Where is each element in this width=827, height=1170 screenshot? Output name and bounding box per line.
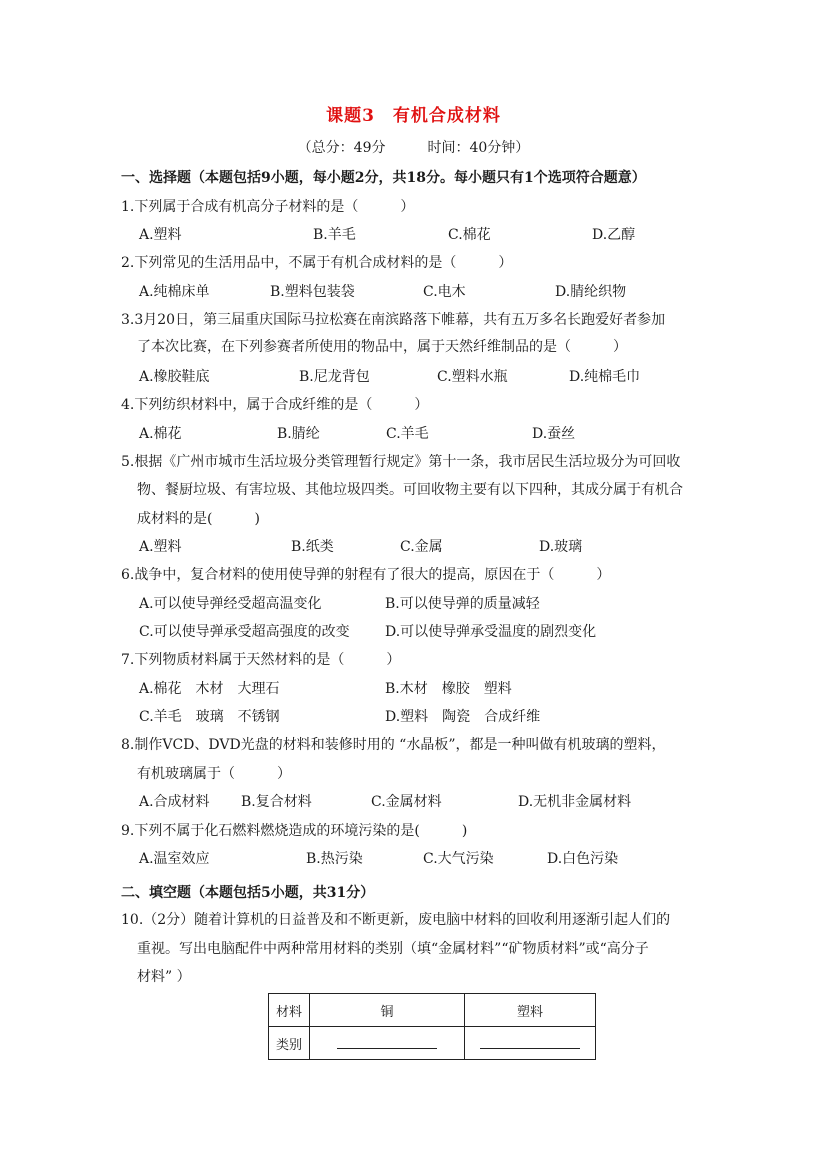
option: C.电木: [423, 284, 466, 300]
question-10-stem-cont: 重视。写出电脑配件中两种常用材料的类别（填“金属材料”“矿物质材料”或“高分子: [137, 941, 649, 957]
table-header-cell: 类别: [269, 1027, 310, 1060]
option: D.蚕丝: [532, 426, 576, 442]
question-6-stem: 6.战争中，复合材料的使用使导弹的射程有了很大的提高，原因在于（ ）: [121, 567, 611, 583]
option: C.棉花: [448, 227, 491, 243]
option: D.塑料 陶瓷 合成纤维: [385, 709, 541, 725]
option: D.纯棉毛巾: [569, 369, 641, 385]
option: C.羊毛 玻璃 不锈钢: [139, 709, 280, 725]
option: B.可以使导弹的质量减轻: [385, 596, 540, 612]
option: B.塑料包装袋: [270, 284, 355, 300]
table-cell: 铜: [310, 994, 465, 1027]
option: D.无机非金属材料: [518, 794, 632, 810]
question-2-stem: 2.下列常见的生活用品中，不属于有机合成材料的是（ ）: [121, 255, 513, 271]
option: A.棉花 木材 大理石: [139, 681, 280, 697]
option: A.橡胶鞋底: [139, 369, 210, 385]
question-5-stem-cont: 成材料的是( ): [137, 511, 260, 527]
option: D.可以使导弹承受温度的剧烈变化: [385, 624, 597, 640]
question-10-stem-cont: 材料” ）: [137, 969, 191, 985]
option: A.合成材料: [139, 794, 210, 810]
option: A.塑料: [139, 539, 182, 555]
answer-blank[interactable]: [310, 1027, 465, 1060]
option: D.白色污染: [547, 851, 619, 867]
answer-blank[interactable]: [465, 1027, 596, 1060]
material-table: [268, 993, 596, 1060]
section-heading-choice: 一、选择题（本题包括9小题，每小题2分，共18分。每小题只有1个选项符合题意）: [121, 170, 646, 186]
table-row: [269, 994, 596, 1027]
question-4-stem: 4.下列纺织材料中，属于合成纤维的是（ ）: [121, 397, 429, 413]
option: C.可以使导弹承受超高强度的改变: [139, 624, 350, 640]
option: B.纸类: [291, 539, 334, 555]
question-10-stem: 10.（2分）随着计算机的日益普及和不断更新，废电脑中材料的回收利用逐渐引起人们的: [121, 912, 671, 928]
question-8-stem-cont: 有机玻璃属于（ ）: [137, 766, 291, 782]
option: C.金属材料: [371, 794, 442, 810]
option: B.腈纶: [277, 426, 320, 442]
table-cell: 塑料: [465, 994, 596, 1027]
page-title: 课题3 有机合成材料: [326, 106, 501, 126]
question-9-stem: 9.下列不属于化石燃料燃烧造成的环境污染的是( ): [121, 823, 468, 839]
option: D.腈纶织物: [555, 284, 627, 300]
exam-info: （总分：49分 时间：40分钟）: [297, 140, 530, 156]
option: A.可以使导弹经受超高温变化: [139, 596, 322, 612]
option: C.塑料水瓶: [437, 369, 508, 385]
table-header-cell: 材料: [269, 994, 310, 1027]
option: A.塑料: [139, 227, 182, 243]
option: A.纯棉床单: [139, 284, 210, 300]
option: B.热污染: [306, 851, 363, 867]
section-heading-fill: 二、填空题（本题包括5小题，共31分）: [121, 885, 375, 901]
table-row: [269, 1027, 596, 1060]
option: C.大气污染: [423, 851, 494, 867]
option: C.羊毛: [386, 426, 429, 442]
option: B.木材 橡胶 塑料: [385, 681, 512, 697]
question-5-stem: 5.根据《广州市城市生活垃圾分类管理暂行规定》第十一条，我市居民生活垃圾分为可回收: [121, 454, 681, 470]
option: D.乙醇: [592, 227, 636, 243]
question-3-stem-cont: 了本次比赛，在下列参赛者所使用的物品中，属于天然纤维制品的是（ ）: [137, 339, 627, 355]
option: B.复合材料: [241, 794, 312, 810]
option: C.金属: [400, 539, 443, 555]
question-3-stem: 3.3月20日，第三届重庆国际马拉松赛在南滨路落下帷幕，共有五万多名长跑爱好者参加: [121, 312, 666, 328]
question-8-stem: 8.制作VCD、DVD光盘的材料和装修时用的 “水晶板”，都是一种叫做有机玻璃的塑料，: [121, 737, 666, 753]
option: A.温室效应: [139, 851, 210, 867]
question-1-stem: 1.下列属于合成有机高分子材料的是（ ）: [121, 199, 415, 215]
question-5-stem-cont: 物、餐厨垃圾、有害垃圾、其他垃圾四类。可回收物主要有以下四种，其成分属于有机合: [137, 482, 683, 498]
question-7-stem: 7.下列物质材料属于天然材料的是（ ）: [121, 652, 401, 668]
option: A.棉花: [139, 426, 182, 442]
option: D.玻璃: [539, 539, 583, 555]
option: B.羊毛: [313, 227, 356, 243]
option: B.尼龙背包: [299, 369, 370, 385]
